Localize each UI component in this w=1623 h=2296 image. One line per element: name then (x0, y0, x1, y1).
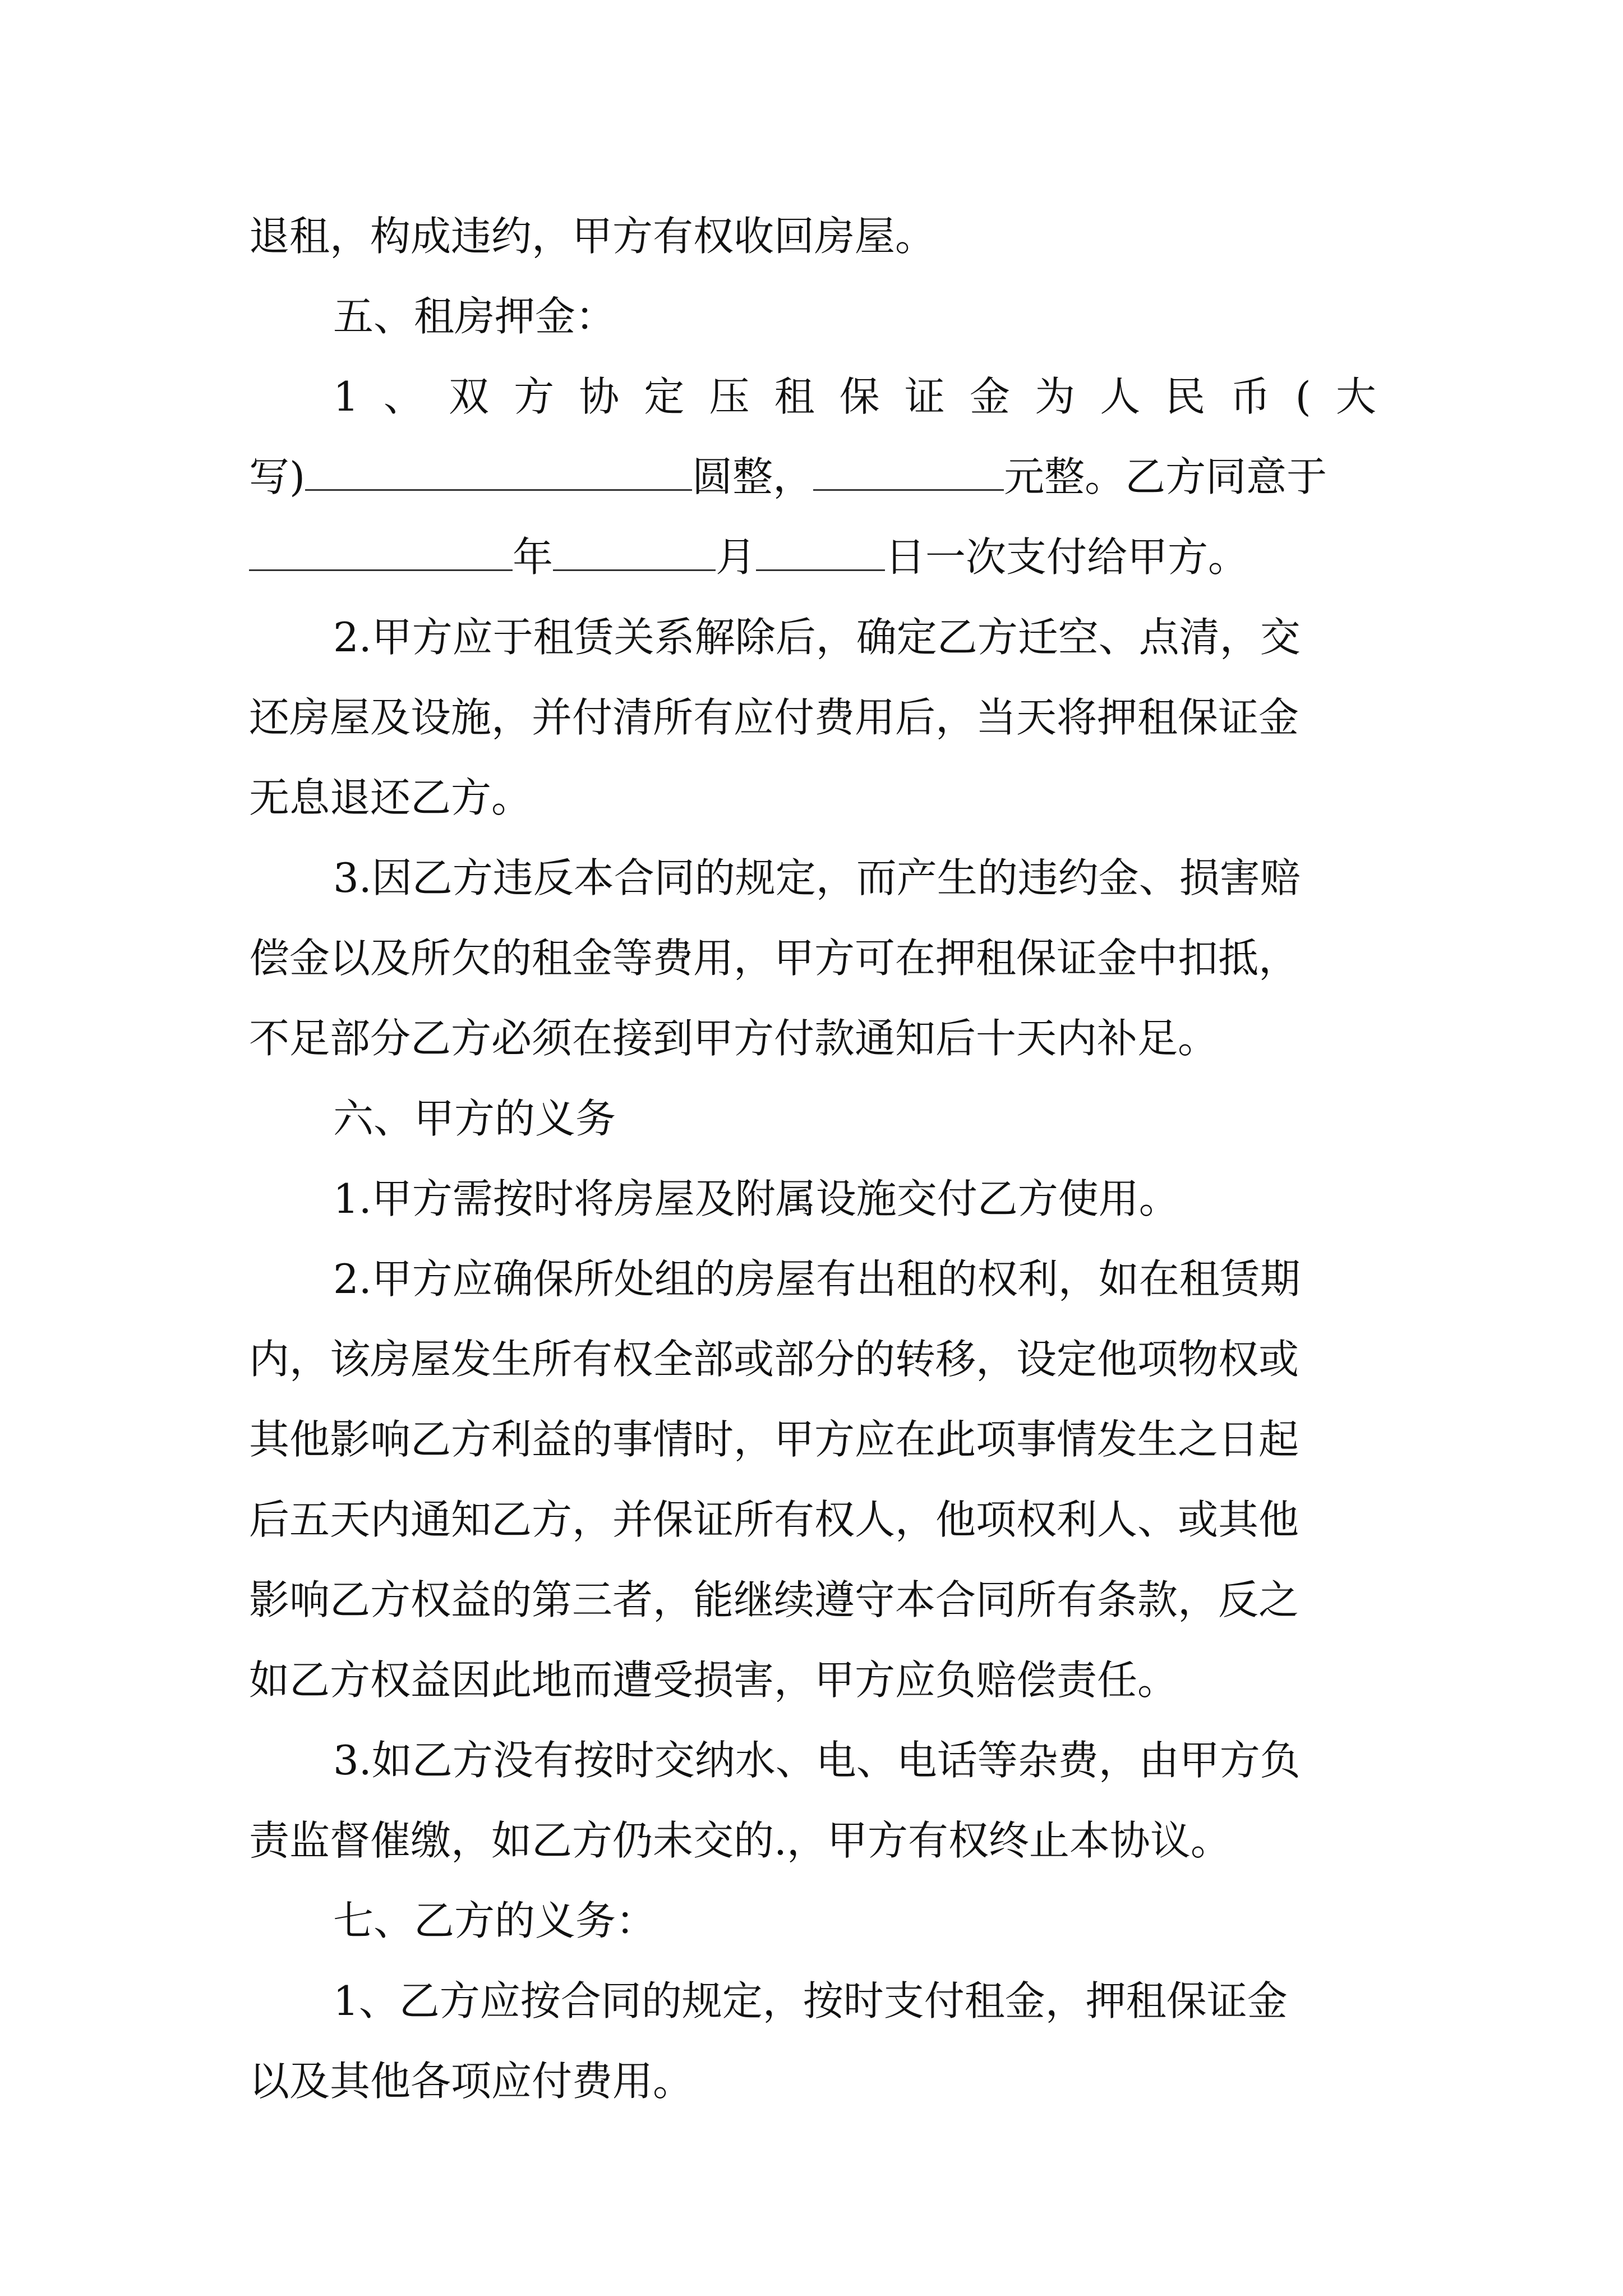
section-heading: 六、甲方的义务 (333, 1095, 616, 1142)
text-line: 无息退还乙方。 (249, 774, 532, 821)
text-line: 后五天内通知乙方，并保证所有权人，他项权利人、或其他 (249, 1496, 1299, 1543)
text-segment: 日一次支付给甲方。 (885, 533, 1249, 581)
text-line: 2.甲方应确保所处组的房屋有出租的权利，如在租赁期 (333, 1255, 1301, 1303)
text-line: 1.甲方需按时将房屋及附属设施交付乙方使用。 (333, 1175, 1179, 1222)
spaced-char: 民 (1165, 373, 1206, 420)
spaced-char: 金 (970, 373, 1011, 420)
spaced-char: 协 (579, 373, 620, 420)
spaced-char: 大 (1335, 373, 1376, 420)
contract-text (249, 196, 1376, 2122)
section-heading: 七、乙方的义务： (333, 1897, 657, 1944)
spaced-char: 压 (709, 373, 750, 420)
spaced-char: 方 (514, 373, 555, 420)
text-line: 如乙方权益因此地而遭受损害，甲方应负赔偿责任。 (249, 1657, 1178, 1704)
spaced-char: 、 (383, 373, 424, 420)
text-segment: 月 (716, 533, 757, 581)
spaced-char: 保 (839, 373, 880, 420)
text-segment: 年 (513, 533, 554, 581)
text-line: 以及其他各项应付费用。 (249, 2058, 694, 2105)
fill-in-blank (305, 453, 692, 491)
text-line: 其他影响乙方利益的事情时，甲方应在此项事情发生之日起 (249, 1416, 1299, 1463)
fill-in-blank (249, 533, 513, 571)
text-segment: 元整。乙方同意于 (1004, 453, 1327, 500)
spaced-char: 租 (774, 373, 815, 420)
text-line: 影响乙方权益的第三者，能继续遵守本合同所有条款，反之 (249, 1576, 1299, 1623)
fill-in-blank (813, 453, 1004, 491)
spaced-char: 双 (449, 373, 490, 420)
deposit-date-line (249, 517, 1376, 597)
spaced-char: ( (1295, 373, 1311, 420)
spaced-char: 人 (1100, 373, 1141, 420)
deposit-amount-line (249, 437, 1376, 517)
text-line: 责监督催缴，如乙方仍未交的.，甲方有权终止本协议。 (249, 1817, 1231, 1864)
fill-in-blank (553, 533, 716, 571)
text-line: 偿金以及所欠的租金等费用，甲方可在押租保证金中扣抵， (249, 935, 1299, 982)
text-line: 2.甲方应于租赁关系解除后，确定乙方迁空、点清，交 (333, 614, 1301, 661)
section-heading: 五、租房押金： (333, 293, 616, 340)
text-line: 退租，构成违约，甲方有权收回房屋。 (249, 213, 936, 260)
text-line: 还房屋及设施，并付清所有应付费用后，当天将押租保证金 (249, 694, 1299, 741)
spaced-char: 为 (1035, 373, 1076, 420)
fill-in-blank (756, 533, 885, 571)
spaced-char: 1 (333, 373, 359, 420)
text-line: 内，该房屋发生所有权全部或部分的转移，设定他项物权或 (249, 1336, 1299, 1383)
text-line: 不足部分乙方必须在接到甲方付款通知后十天内补足。 (249, 1015, 1219, 1062)
text-line: 1、乙方应按合同的规定，按时支付租金，押租保证金 (333, 1977, 1288, 2024)
text-segment: 圆整， (692, 453, 814, 500)
spaced-char: 定 (644, 373, 685, 420)
spaced-char: 币 (1230, 373, 1271, 420)
text-line: 3.因乙方违反本合同的规定，而产生的违约金、损害赔 (333, 854, 1301, 901)
text-line: 3.如乙方没有按时交纳水、电、电话等杂费，由甲方负 (333, 1737, 1301, 1784)
deposit-clause-line (249, 357, 1376, 437)
text-segment: 写) (249, 453, 306, 500)
spaced-char: 证 (904, 373, 945, 420)
